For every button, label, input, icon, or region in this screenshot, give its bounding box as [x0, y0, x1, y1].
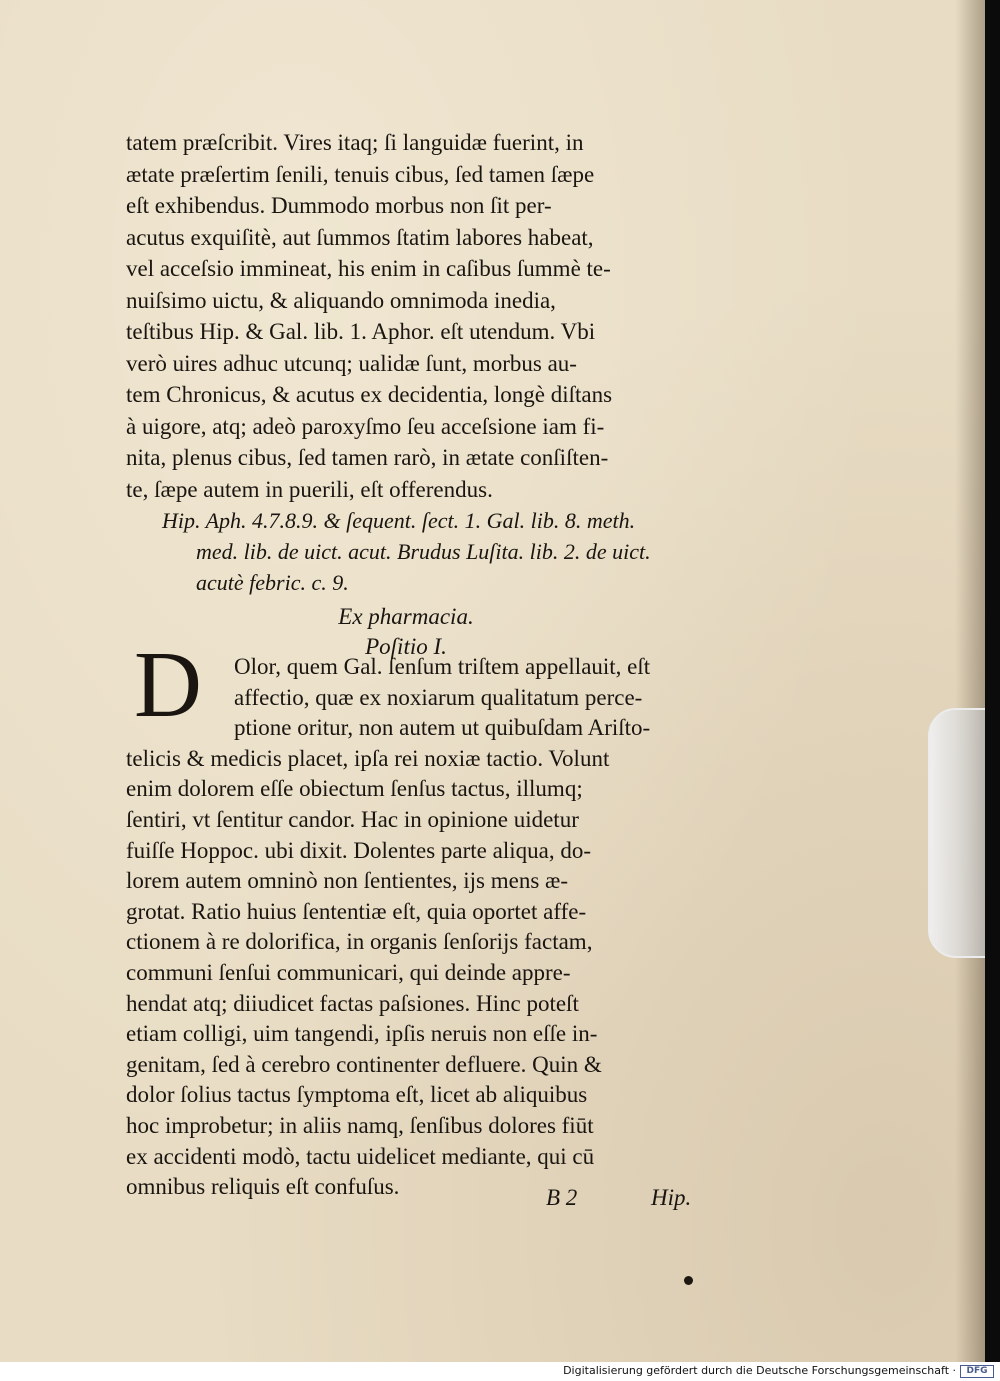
ink-spot	[684, 1276, 693, 1285]
text-line: tem Chronicus, & acutus ex decidentia, longè diſtans	[126, 382, 613, 407]
text-line: affectio, quæ ex noxiarum qualitatum perce-	[234, 684, 643, 710]
text-line: omnibus reliquis eſt confuſus.	[126, 1174, 400, 1200]
text-line: fuiſſe Hoppoc. ubi dixit. Dolentes parte aliqua, do-	[126, 837, 591, 863]
position-heading: Poſitio I.	[365, 634, 447, 659]
text-line: hendat atq; diiudicet factas paſsiones. Hinc poteſt	[126, 990, 579, 1016]
text-line: ctionem à re dolorifica, in organis ſenſorijs factam,	[126, 929, 593, 955]
text-line: grotat. Ratio huius ſententiæ eſt, quia oportet affe-	[126, 898, 587, 924]
text-line: ex accidenti modò, tactu uidelicet mediante, qui cū	[126, 1143, 595, 1169]
text-line: à uigore, atq; adeò paroxyſmo ſeu acceſsione iam fi-	[126, 413, 605, 439]
text-line: verò uires adhuc utcunq; ualidæ ſunt, morbus au-	[126, 350, 577, 376]
section-heading: Ex pharmacia.	[338, 604, 474, 629]
text-line: ptione oritur, non autem ut quibuſdam Ariſto-	[234, 715, 651, 741]
text-line: genitam, ſed à cerebro continenter defluere. Quin &	[126, 1051, 602, 1077]
text-line: lorem autem omninò non ſentientes, ijs mens æ-	[126, 868, 569, 894]
text-line: med. lib. de uict. acut. Brudus Luſita. lib. 2. de uict.	[196, 539, 651, 564]
text-line: acutè febric. c. 9.	[196, 570, 349, 595]
page-clip-tab	[928, 708, 985, 958]
text-line: Hip. Aph. 4.7.8.9. & ſequent. ſect. 1. Gal. lib. 8. meth.	[162, 508, 636, 533]
digitization-credit: Digitalisierung gefördert durch die Deutsche Forschungsgemeinschaft ·	[563, 1364, 956, 1377]
text-line: Olor, quem Gal. ſenſum triſtem appellauit, eſt	[234, 654, 651, 679]
text-line: nita, plenus cibus, ſed tamen rarò, in ætate conſiſten-	[126, 445, 609, 470]
text-line: ætate præſertim ſenili, tenuis cibus, ſed tamen ſæpe	[126, 161, 595, 187]
text-line: teſtibus Hip. & Gal. lib. 1. Aphor. eſt utendum. Vbi	[126, 319, 596, 344]
text-line: telicis & medicis placet, ipſa rei noxiæ tactio. Volunt	[126, 745, 610, 771]
text-line: te, ſæpe autem in puerili, eſt offerendus.	[126, 476, 493, 502]
text-line: vel acceſsio immineat, his enim in caſibus ſummè te-	[126, 256, 611, 281]
drop-cap-initial: D	[134, 633, 202, 737]
text-line: nuiſsimo uictu, & aliquando omnimoda inedia,	[126, 287, 556, 313]
text-line: tatem præſcribit. Vires itaq; ſi languidæ fuerint, in	[126, 130, 584, 155]
catchword: Hip.	[651, 1185, 692, 1210]
dfg-logo: DFG	[960, 1365, 994, 1378]
text-line: communi ſenſui communicari, qui deinde appre-	[126, 960, 571, 985]
text-line: acutus exquiſitè, aut ſummos ſtatim labores habeat,	[126, 224, 594, 250]
page-edge-shadow	[955, 0, 985, 1362]
text-line: eſt exhibendus. Dummodo morbus non ſit per-	[126, 193, 552, 218]
signature-mark: B 2	[546, 1185, 578, 1210]
text-line: etiam colligi, uim tangendi, ipſis neruis non eſſe in-	[126, 1021, 598, 1047]
text-line: dolor ſolius tactus ſymptoma eſt, licet ab aliquibus	[126, 1082, 588, 1108]
text-line: ſentiri, vt ſentitur candor. Hac in opinione uidetur	[126, 807, 579, 832]
text-line: enim dolorem eſſe obiectum ſenſus tactus, illumq;	[126, 776, 583, 802]
text-line: hoc improbetur; in aliis namq, ſenſibus dolores fiūt	[126, 1113, 594, 1138]
